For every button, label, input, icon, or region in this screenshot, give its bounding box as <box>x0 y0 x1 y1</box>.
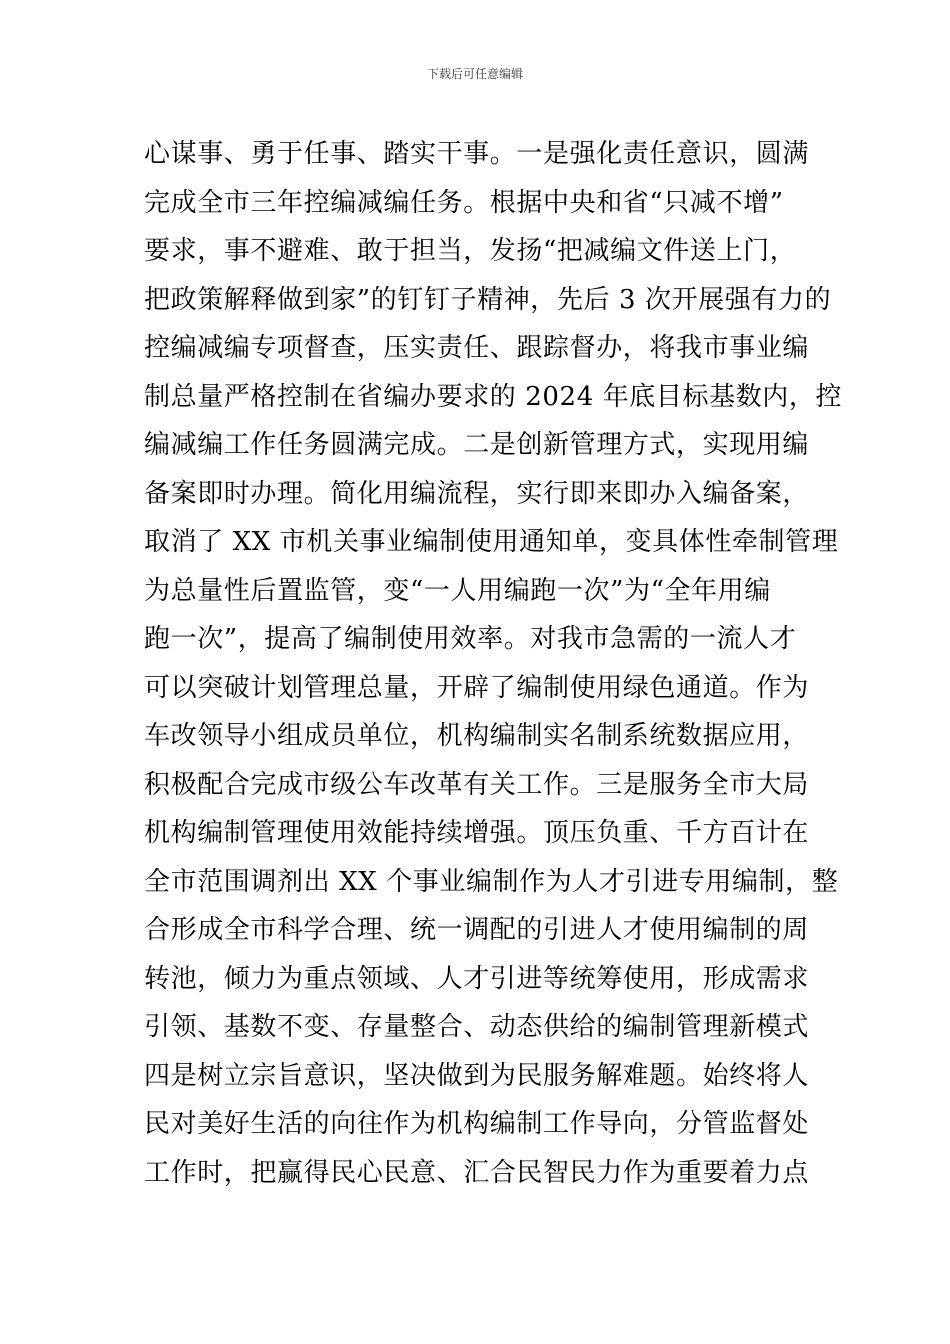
text-line: 合形成全市科学合理、统一调配的引进人才使用编制的周 <box>144 915 810 945</box>
text-line: 取消了 XX 市机关事业编制使用通知单，变具体性牵制管理 <box>144 527 839 557</box>
text-line: 要求，事不避难、敢于担当，发扬“把减编文件送上门， <box>144 236 797 266</box>
text-line: 四是树立宗旨意识，坚决做到为民服务解难题。始终将人 <box>144 1060 810 1091</box>
text-line: 把政策解释做到家”的钉钉子精神，先后 3 次开展强有力的 <box>144 284 832 315</box>
page-header: 下载后可任意编辑 <box>426 67 523 81</box>
text-line: 制总量严格控制在省编办要求的 2024 年底目标基数内，控 <box>144 381 843 412</box>
text-line: 引领、基数不变、存量整合、动态供给的编制管理新模式 <box>144 1012 810 1042</box>
text-line: 民对美好生活的向往作为机构编制工作导向，分管监督处 <box>144 1109 810 1139</box>
text-line: 备案即时办理。简化用编流程，实行即来即办入编备案， <box>144 478 810 509</box>
text-line: 工作时，把赢得民心民意、汇合民智民力作为重要着力点 <box>144 1157 810 1188</box>
text-line: 控编减编专项督查，压实责任、跟踪督办，将我市事业编 <box>144 333 810 363</box>
text-line: 编减编工作任务圆满完成。二是创新管理方式，实现用编 <box>144 430 810 460</box>
text-line: 心谋事、勇于任事、踏实干事。一是强化责任意识，圆满 <box>144 139 810 169</box>
body-paragraph <box>144 130 843 1197</box>
text-line: 转池，倾力为重点领域、人才引进等统筹使用，形成需求 <box>144 963 810 994</box>
text-line: 可以突破计划管理总量，开辟了编制使用绿色通道。作为 <box>144 672 810 703</box>
text-line: 机构编制管理使用效能持续增强。顶压负重、千方百计在 <box>144 818 810 848</box>
text-line: 跑一次”，提高了编制使用效率。对我市急需的一流人才 <box>144 624 797 654</box>
text-line: 完成全市三年控编减编任务。根据中央和省“只减不增” <box>144 187 784 218</box>
text-line: 车改领导小组成员单位，机构编制实名制系统数据应用， <box>144 721 810 751</box>
text-line: 全市范围调剂出 XX 个事业编制作为人才引进专用编制，整 <box>144 866 839 897</box>
text-line: 为总量性后置监管，变“一人用编跑一次”为“全年用编 <box>144 575 771 606</box>
text-line: 积极配合完成市级公车改革有关工作。三是服务全市大局 <box>144 769 810 800</box>
